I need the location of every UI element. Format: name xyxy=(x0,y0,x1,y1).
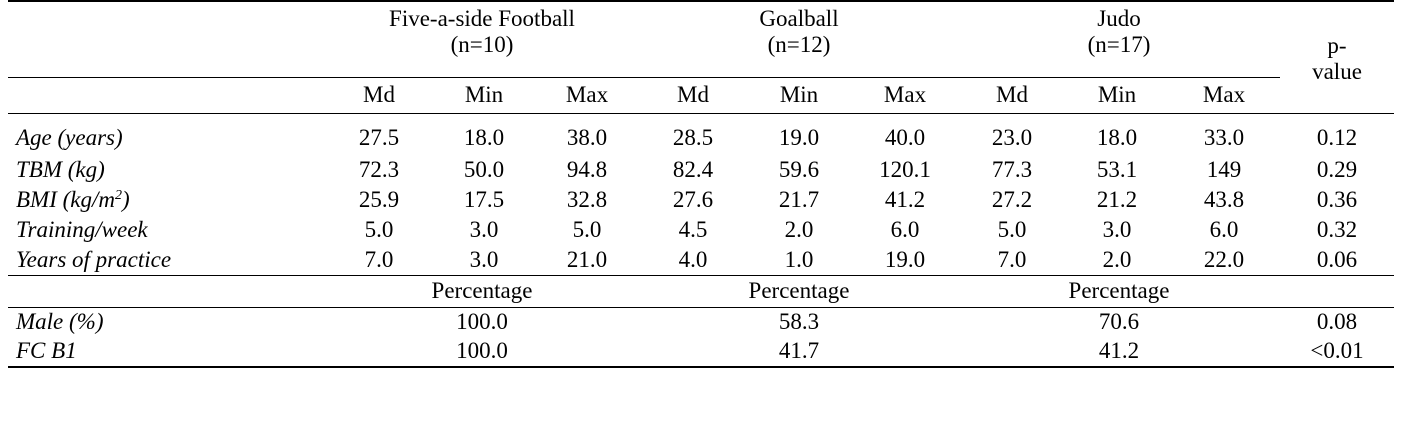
group-header-row xyxy=(8,1,1394,77)
corner-cell xyxy=(8,1,324,77)
row-label: TBM (kg) xyxy=(16,156,105,182)
row-label: Training/week xyxy=(16,216,148,242)
stat-header: Min xyxy=(746,77,852,113)
group-n: (n=10) xyxy=(450,32,514,58)
percentage-header: Percentage xyxy=(640,275,958,307)
group-header-goalball xyxy=(640,1,958,77)
percentage-header: Percentage xyxy=(324,275,640,307)
table-row: Years of practice 7.0 3.0 21.0 4.0 1.0 19.0 7.0 2.0 22.0 0.06 xyxy=(8,245,1394,275)
row-label: Years of practice xyxy=(16,246,172,272)
table-row: Training/week 5.0 3.0 5.0 4.5 2.0 6.0 5.0 3.0 6.0 0.32 xyxy=(8,215,1394,245)
descriptive-table xyxy=(8,0,1394,368)
stat-header: Max xyxy=(534,77,640,113)
row-label: FC B1 xyxy=(8,337,324,367)
percentage-header-row xyxy=(8,275,1394,307)
table-row: BMI $(kg/m^2)$ 25.9 17.5 32.8 27.6 21.7 41.2 27.2 21.2 43.8 0.36 xyxy=(8,185,1394,215)
stat-header: Md xyxy=(958,77,1066,113)
stat-header-row xyxy=(8,77,1394,113)
table-row: TBM (kg) 72.3 50.0 94.8 82.4 59.6 120.1 77.3 53.1 149 0.29 xyxy=(8,155,1394,185)
percentage-header: Percentage xyxy=(958,275,1280,307)
group-header-judo xyxy=(958,1,1280,77)
stat-header: Min xyxy=(1066,77,1168,113)
group-name: Judo xyxy=(1097,6,1141,31)
stat-header: Md xyxy=(324,77,434,113)
stat-header: Max xyxy=(1168,77,1280,113)
table-row: Age (years) 27.5 18.0 38.0 28.5 19.0 40.0 23.0 18.0 33.0 0.12 xyxy=(8,113,1394,155)
group-n: (n=12) xyxy=(767,32,831,58)
p-value: <0.01 xyxy=(1280,337,1394,367)
p-value: 0.12 xyxy=(1316,125,1358,151)
row-label: Age (years) xyxy=(16,125,123,151)
p-value: 0.06 xyxy=(1316,246,1358,272)
group-header-football xyxy=(324,1,640,77)
group-name: Goalball xyxy=(759,6,839,31)
p-value: 0.32 xyxy=(1316,216,1358,242)
table-row: Male (%) 100.0 58.3 70.6 0.08 xyxy=(8,307,1394,337)
row-label: BMI $(kg/m^2)$ xyxy=(16,186,130,212)
group-n: (n=17) xyxy=(1087,32,1151,58)
p-value: 0.29 xyxy=(1316,156,1358,182)
stat-header: Md xyxy=(640,77,746,113)
stat-header: Max xyxy=(852,77,958,113)
p-value: 0.08 xyxy=(1316,309,1358,335)
table-row: FC B1 100.0 41.7 41.2 <0.01 xyxy=(8,337,1394,367)
group-name: Five-a-side Football xyxy=(389,6,575,31)
stat-header: Min xyxy=(434,77,534,113)
pvalue-header: p- value xyxy=(1280,1,1394,113)
p-value: 0.36 xyxy=(1316,186,1358,212)
row-label: Male (%) xyxy=(16,309,104,335)
